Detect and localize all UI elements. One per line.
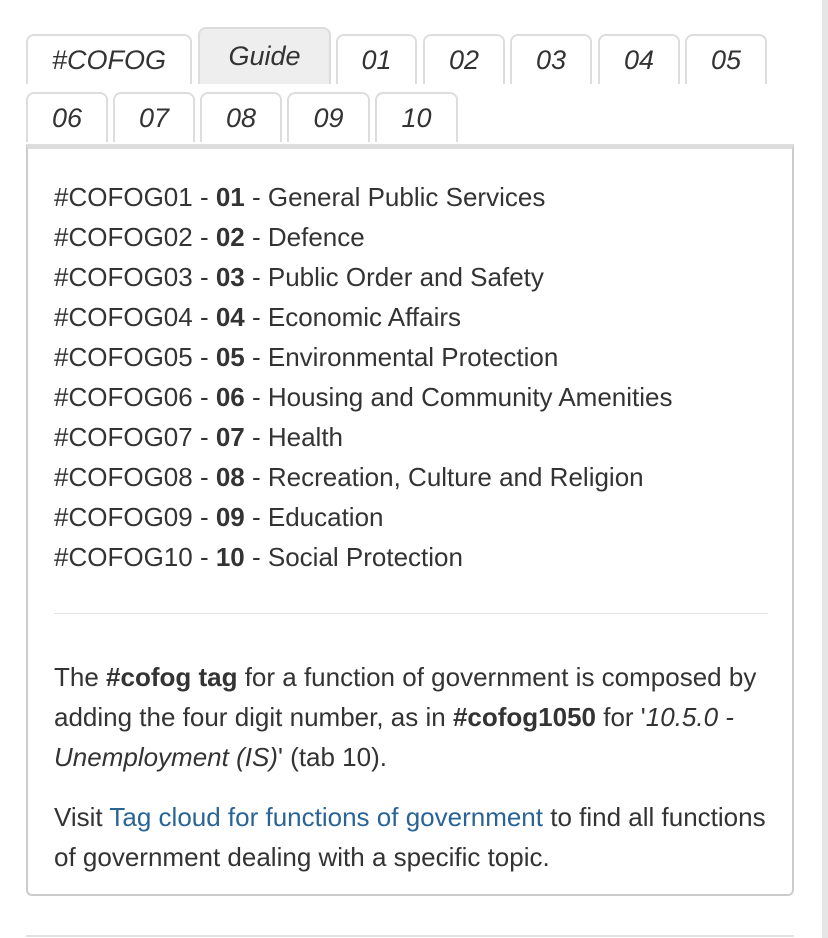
item-code: 05 bbox=[215, 342, 245, 372]
scrollbar-track[interactable] bbox=[822, 0, 828, 938]
text-run: for a function of government is composed by adding the four digit number, as in bbox=[54, 662, 757, 732]
item-separator: - bbox=[192, 382, 216, 412]
text-run: for ' bbox=[596, 702, 646, 732]
item-name: Public Order and Safety bbox=[267, 262, 544, 292]
item-tag: #COFOG01 bbox=[54, 182, 193, 212]
list-item bbox=[54, 177, 673, 217]
guide-panel bbox=[26, 144, 794, 896]
item-code: 01 bbox=[215, 182, 245, 212]
item-code: 03 bbox=[215, 262, 245, 292]
text-run: to find all functions of government dealing with a specific topic. bbox=[54, 802, 766, 872]
text-bold: #cofog1050 bbox=[452, 702, 597, 732]
item-separator: - bbox=[244, 462, 268, 492]
item-code: 02 bbox=[215, 222, 245, 252]
item-separator: - bbox=[244, 262, 268, 292]
list-item bbox=[54, 497, 673, 537]
item-separator: - bbox=[244, 382, 268, 412]
item-separator: - bbox=[192, 222, 216, 252]
item-name: General Public Services bbox=[267, 182, 546, 212]
item-separator: - bbox=[244, 502, 268, 532]
divider bbox=[54, 613, 768, 614]
bottom-divider bbox=[26, 935, 794, 937]
tab-03[interactable]: 03 bbox=[510, 34, 592, 84]
tab-04[interactable]: 04 bbox=[598, 34, 680, 84]
tab-08[interactable]: 08 bbox=[200, 92, 282, 142]
item-tag: #COFOG07 bbox=[54, 422, 193, 452]
list-item bbox=[54, 537, 673, 577]
item-name: Economic Affairs bbox=[267, 302, 462, 332]
item-tag: #COFOG02 bbox=[54, 222, 193, 252]
tab-02[interactable]: 02 bbox=[423, 34, 505, 84]
item-tag: #COFOG05 bbox=[54, 342, 193, 372]
item-name: Social Protection bbox=[267, 542, 463, 572]
item-name: Environmental Protection bbox=[267, 342, 559, 372]
list-item bbox=[54, 377, 673, 417]
item-code: 08 bbox=[215, 462, 245, 492]
item-name: Education bbox=[267, 502, 384, 532]
item-code: 07 bbox=[215, 422, 245, 452]
text-bold: #cofog tag bbox=[106, 662, 238, 692]
list-item bbox=[54, 257, 673, 297]
cofog-tag-explanation bbox=[54, 657, 774, 777]
item-separator: - bbox=[244, 342, 268, 372]
text-italic: 10.5.0 - Unemployment (IS) bbox=[54, 702, 734, 772]
list-item bbox=[54, 457, 673, 497]
item-code: 04 bbox=[215, 302, 245, 332]
text-run: The bbox=[54, 662, 107, 692]
item-tag: #COFOG09 bbox=[54, 502, 193, 532]
item-separator: - bbox=[244, 182, 268, 212]
item-separator: - bbox=[192, 542, 216, 572]
tag-cloud-note bbox=[54, 797, 774, 877]
item-tag: #COFOG08 bbox=[54, 462, 193, 492]
item-tag: #COFOG04 bbox=[54, 302, 193, 332]
list-item bbox=[54, 217, 673, 257]
item-tag: #COFOG10 bbox=[54, 542, 193, 572]
tab-05[interactable]: 05 bbox=[685, 34, 767, 84]
tab-07[interactable]: 07 bbox=[113, 92, 195, 142]
item-separator: - bbox=[192, 182, 216, 212]
tab-cofog[interactable]: #COFOG bbox=[26, 34, 192, 84]
item-separator: - bbox=[192, 262, 216, 292]
item-separator: - bbox=[192, 422, 216, 452]
item-name: Recreation, Culture and Religion bbox=[267, 462, 644, 492]
tab-09[interactable]: 09 bbox=[287, 92, 370, 142]
text-run: Visit bbox=[54, 802, 110, 832]
item-code: 09 bbox=[215, 502, 245, 532]
item-separator: - bbox=[192, 302, 216, 332]
item-separator: - bbox=[244, 422, 268, 452]
tab-guide[interactable]: Guide bbox=[198, 27, 331, 84]
item-separator: - bbox=[244, 302, 268, 332]
item-separator: - bbox=[192, 462, 216, 492]
item-name: Health bbox=[267, 422, 344, 452]
item-name: Housing and Community Amenities bbox=[267, 382, 673, 412]
item-separator: - bbox=[192, 342, 216, 372]
tag-cloud-link[interactable]: Tag cloud for functions of government bbox=[109, 802, 543, 832]
list-item bbox=[54, 297, 673, 337]
item-separator: - bbox=[244, 222, 268, 252]
tab-10[interactable]: 10 bbox=[375, 92, 458, 142]
tab-06[interactable]: 06 bbox=[26, 92, 108, 142]
tab-01[interactable]: 01 bbox=[336, 34, 417, 84]
list-item bbox=[54, 337, 673, 377]
item-separator: - bbox=[192, 502, 216, 532]
item-tag: #COFOG06 bbox=[54, 382, 193, 412]
item-separator: - bbox=[244, 542, 268, 572]
item-tag: #COFOG03 bbox=[54, 262, 193, 292]
list-item bbox=[54, 417, 673, 457]
cofog-list bbox=[54, 177, 673, 577]
item-code: 06 bbox=[215, 382, 245, 412]
text-run: ' (tab 10). bbox=[277, 742, 387, 772]
item-code: 10 bbox=[215, 542, 245, 572]
item-name: Defence bbox=[267, 222, 365, 252]
